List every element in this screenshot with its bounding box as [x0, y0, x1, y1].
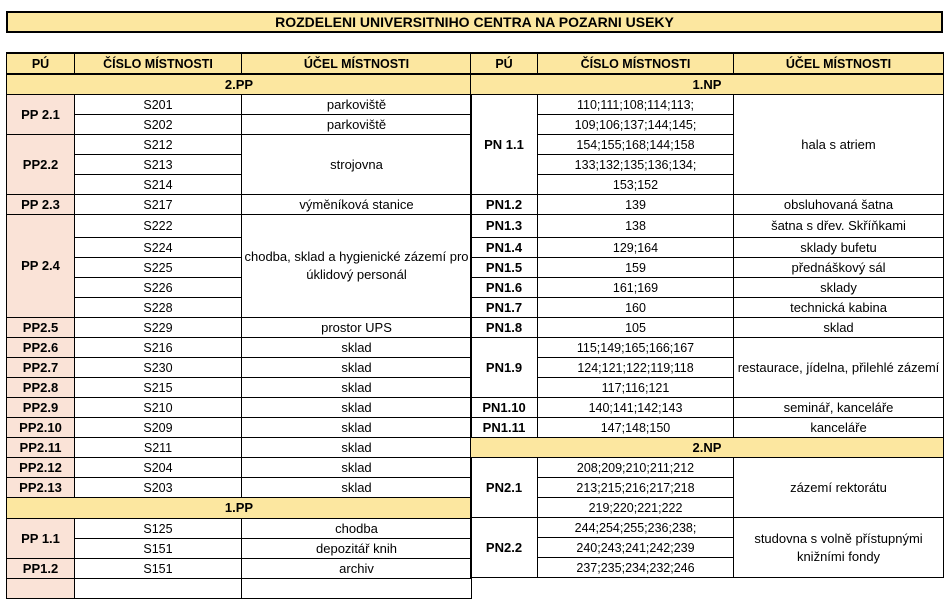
table-row	[7, 559, 472, 579]
section-1np: 1.NP	[471, 74, 944, 95]
room-number: 110;111;108;114;113;	[538, 95, 734, 115]
room-number: S151	[75, 539, 242, 559]
room-number: 139	[538, 195, 734, 215]
header-pu: PÚ	[7, 53, 75, 74]
fire-section-id: PP 1.1	[7, 519, 75, 559]
table-row	[7, 378, 472, 398]
table-row	[7, 539, 472, 559]
table-row	[7, 338, 472, 358]
room-purpose: chodba	[242, 519, 472, 539]
table-row	[7, 358, 472, 378]
room-purpose: chodba, sklad a hygienické zázemí pro úklidový personál	[242, 215, 472, 318]
room-number: 154;155;168;144;158	[538, 135, 734, 155]
room-number: S217	[75, 195, 242, 215]
room-number: 115;149;165;166;167	[538, 338, 734, 358]
header-room-no: ČÍSLO MÍSTNOSTI	[538, 53, 734, 74]
fire-section-id: PP2.9	[7, 398, 75, 418]
room-purpose: sklad	[242, 438, 472, 458]
table-row	[471, 238, 944, 258]
fire-section-id: PP2.5	[7, 318, 75, 338]
table-row	[471, 95, 944, 115]
room-number: 117;116;121	[538, 378, 734, 398]
table-row	[7, 478, 472, 498]
room-number: S224	[75, 238, 242, 258]
table-row	[471, 518, 944, 538]
room-purpose: sklad	[242, 378, 472, 398]
fire-section-id: PN1.5	[471, 258, 538, 278]
fire-section-id: PP1.2	[7, 559, 75, 579]
room-number: S209	[75, 418, 242, 438]
room-number: S211	[75, 438, 242, 458]
table-row	[7, 195, 472, 215]
table-row	[471, 338, 944, 358]
fire-section-id: PP2.8	[7, 378, 75, 398]
fire-section-id: PP 2.3	[7, 195, 75, 215]
table-row	[471, 398, 944, 418]
room-purpose: kanceláře	[734, 418, 944, 438]
fire-section-id: PP2.2	[7, 135, 75, 195]
room-purpose: strojovna	[242, 135, 472, 195]
table-row	[7, 418, 472, 438]
room-number: S151	[75, 559, 242, 579]
room-number: S216	[75, 338, 242, 358]
room-purpose: seminář, kanceláře	[734, 398, 944, 418]
room-purpose: šatna s dřev. Skříňkami	[734, 215, 944, 238]
room-purpose: obsluhovaná šatna	[734, 195, 944, 215]
fire-section-id: PN1.9	[471, 338, 538, 398]
fire-section-id: PP 2.4	[7, 215, 75, 318]
fire-section-id: PN2.1	[471, 458, 538, 518]
fire-section-id: PN2.2	[471, 518, 538, 578]
room-purpose: sklad	[734, 318, 944, 338]
room-purpose: sklad	[242, 418, 472, 438]
table-row	[471, 318, 944, 338]
right-table	[470, 52, 944, 578]
room-number: S212	[75, 135, 242, 155]
room-number: 140;141;142;143	[538, 398, 734, 418]
table-row	[471, 278, 944, 298]
room-purpose: archiv	[242, 559, 472, 579]
table-row	[471, 258, 944, 278]
fire-section-id: PN 1.1	[471, 95, 538, 195]
table-row	[7, 318, 472, 338]
table-row	[7, 398, 472, 418]
room-number: 105	[538, 318, 734, 338]
room-number: 129;164	[538, 238, 734, 258]
room-number: S222	[75, 215, 242, 238]
fire-section-id: PP2.13	[7, 478, 75, 498]
room-number: 147;148;150	[538, 418, 734, 438]
room-purpose: zázemí rektorátu	[734, 458, 944, 518]
room-number: S204	[75, 458, 242, 478]
table-row	[7, 458, 472, 478]
room-number: S203	[75, 478, 242, 498]
room-number: S215	[75, 378, 242, 398]
table-row	[471, 458, 944, 478]
room-purpose: sklady bufetu	[734, 238, 944, 258]
room-number: 124;121;122;119;118	[538, 358, 734, 378]
room-purpose: parkoviště	[242, 115, 472, 135]
room-number: S230	[75, 358, 242, 378]
fire-section-id: PP 2.1	[7, 95, 75, 135]
header-pu: PÚ	[471, 53, 538, 74]
room-number: 237;235;234;232;246	[538, 558, 734, 578]
fire-section-id: PP2.12	[7, 458, 75, 478]
fire-section-id: PN1.4	[471, 238, 538, 258]
header-room-no: ČÍSLO MÍSTNOSTI	[75, 53, 242, 74]
room-number: 213;215;216;217;218	[538, 478, 734, 498]
room-purpose: sklad	[242, 478, 472, 498]
room-number: S213	[75, 155, 242, 175]
fire-section-id: PN1.8	[471, 318, 538, 338]
table-row	[471, 195, 944, 215]
room-number: 159	[538, 258, 734, 278]
room-number: S225	[75, 258, 242, 278]
room-number: S226	[75, 278, 242, 298]
table-row	[471, 298, 944, 318]
fire-section-id: PP2.7	[7, 358, 75, 378]
room-purpose: sklad	[242, 338, 472, 358]
section-1pp: 1.PP	[7, 498, 472, 519]
room-number: S210	[75, 398, 242, 418]
room-number: 160	[538, 298, 734, 318]
table-row	[7, 135, 472, 155]
document-title: ROZDELENI UNIVERSITNIHO CENTRA NA POZARNI USEKY	[6, 11, 943, 33]
fire-section-id: PN1.6	[471, 278, 538, 298]
room-number: S214	[75, 175, 242, 195]
room-purpose: studovna s volně přístupnými knižními fondy	[734, 518, 944, 578]
room-number: S202	[75, 115, 242, 135]
table-row	[471, 215, 944, 238]
room-purpose: sklad	[242, 398, 472, 418]
section-2pp: 2.PP	[7, 74, 472, 95]
table-row	[7, 519, 472, 539]
room-number: 240;243;241;242;239	[538, 538, 734, 558]
room-purpose: sklad	[242, 358, 472, 378]
room-purpose: přednáškový sál	[734, 258, 944, 278]
room-number: 208;209;210;211;212	[538, 458, 734, 478]
room-purpose: sklad	[242, 458, 472, 478]
section-2np: 2.NP	[471, 438, 944, 458]
fire-section-id: PN1.7	[471, 298, 538, 318]
fire-section-id: PP2.6	[7, 338, 75, 358]
fire-section-id: PP2.10	[7, 418, 75, 438]
room-purpose: technická kabina	[734, 298, 944, 318]
room-number: S125	[75, 519, 242, 539]
table-row	[7, 438, 472, 458]
fire-section-id: PN1.11	[471, 418, 538, 438]
room-number: 219;220;221;222	[538, 498, 734, 518]
left-table	[6, 52, 472, 599]
fire-section-id: PP2.11	[7, 438, 75, 458]
header-row	[7, 53, 472, 74]
table-row	[471, 418, 944, 438]
room-number: S201	[75, 95, 242, 115]
room-purpose: hala s atriem	[734, 95, 944, 195]
table-row	[7, 215, 472, 238]
room-purpose: parkoviště	[242, 95, 472, 115]
room-number: S229	[75, 318, 242, 338]
room-purpose: prostor UPS	[242, 318, 472, 338]
header-purpose: ÚČEL MÍSTNOSTI	[734, 53, 944, 74]
room-purpose: restaurace, jídelna, přilehlé zázemí	[734, 338, 944, 398]
header-purpose: ÚČEL MÍSTNOSTI	[242, 53, 472, 74]
fire-section-id: PN1.2	[471, 195, 538, 215]
table-row	[7, 95, 472, 115]
room-number: 138	[538, 215, 734, 238]
room-number: 109;106;137;144;145;	[538, 115, 734, 135]
room-number: S228	[75, 298, 242, 318]
room-purpose: výměníková stanice	[242, 195, 472, 215]
fire-section-id: PN1.3	[471, 215, 538, 238]
room-number: 153;152	[538, 175, 734, 195]
room-purpose: depozitář knih	[242, 539, 472, 559]
fire-section-id: PN1.10	[471, 398, 538, 418]
header-row	[471, 53, 944, 74]
room-number: 133;132;135;136;134;	[538, 155, 734, 175]
table-row	[7, 115, 472, 135]
room-number: 161;169	[538, 278, 734, 298]
room-purpose: sklady	[734, 278, 944, 298]
room-number: 244;254;255;236;238;	[538, 518, 734, 538]
